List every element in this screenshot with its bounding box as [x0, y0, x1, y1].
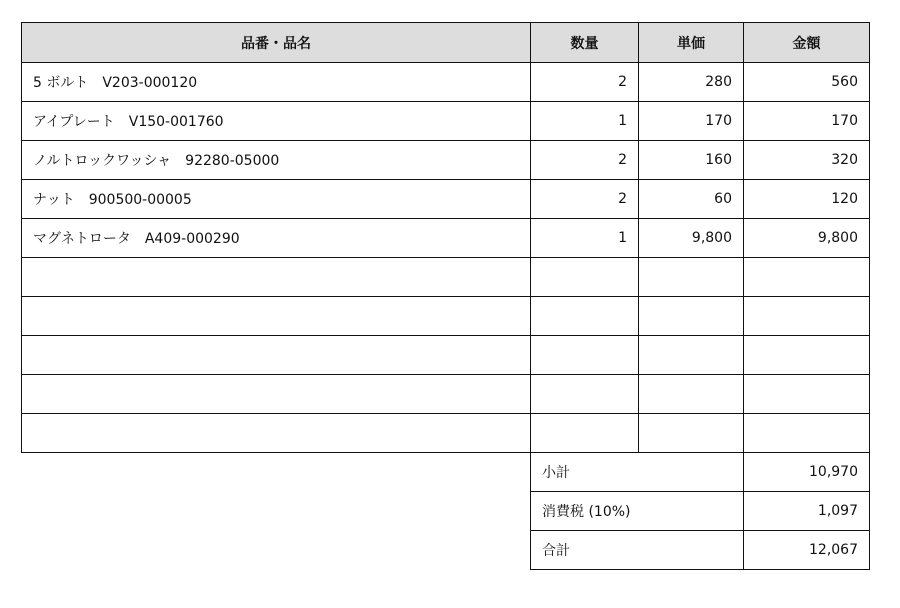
cell-unit-price [639, 258, 744, 297]
header-quantity: 数量 [531, 23, 639, 63]
total-label: 合計 [531, 531, 744, 570]
table-row [22, 63, 870, 102]
cell-amount [744, 258, 870, 297]
summary-blank-area [22, 453, 531, 492]
table-row-empty [22, 414, 870, 453]
header-product-name: 品番・品名 [22, 23, 531, 63]
cell-quantity [531, 297, 639, 336]
cell-unit-price [639, 297, 744, 336]
cell-unit-price: 9,800 [639, 219, 744, 258]
cell-product-name [22, 336, 531, 375]
table-row [22, 102, 870, 141]
cell-product-name [22, 258, 531, 297]
subtotal-label: 小計 [531, 453, 744, 492]
table-row-empty [22, 375, 870, 414]
cell-amount [744, 414, 870, 453]
cell-unit-price: 280 [639, 63, 744, 102]
summary-blank-area [22, 531, 531, 570]
cell-unit-price [639, 375, 744, 414]
table-row [22, 219, 870, 258]
cell-quantity [531, 336, 639, 375]
cell-quantity [531, 258, 639, 297]
cell-quantity [531, 414, 639, 453]
table-row [22, 180, 870, 219]
cell-product-name: アイプレート V150-001760 [22, 102, 531, 141]
cell-unit-price: 60 [639, 180, 744, 219]
tax-label: 消費税 (10%) [531, 492, 744, 531]
cell-quantity: 2 [531, 141, 639, 180]
tax-value: 1,097 [744, 492, 870, 531]
cell-unit-price: 160 [639, 141, 744, 180]
cell-amount [744, 375, 870, 414]
cell-product-name: マグネトロータ A409-000290 [22, 219, 531, 258]
cell-quantity: 1 [531, 219, 639, 258]
cell-product-name [22, 414, 531, 453]
cell-unit-price [639, 414, 744, 453]
header-amount: 金額 [744, 23, 870, 63]
cell-product-name: ナット 900500-00005 [22, 180, 531, 219]
cell-amount: 170 [744, 102, 870, 141]
cell-quantity: 2 [531, 63, 639, 102]
cell-amount: 320 [744, 141, 870, 180]
cell-unit-price: 170 [639, 102, 744, 141]
table-row [22, 141, 870, 180]
subtotal-value: 10,970 [744, 453, 870, 492]
table-header-row [22, 23, 870, 63]
cell-product-name: ノルトロックワッシャ 92280-05000 [22, 141, 531, 180]
subtotal-row [22, 453, 870, 492]
cell-product-name [22, 375, 531, 414]
cell-amount: 560 [744, 63, 870, 102]
cell-quantity [531, 375, 639, 414]
cell-amount [744, 297, 870, 336]
total-row [22, 531, 870, 570]
total-value: 12,067 [744, 531, 870, 570]
tax-row [22, 492, 870, 531]
table-row-empty [22, 297, 870, 336]
table-row-empty [22, 336, 870, 375]
cell-product-name: 5 ボルト V203-000120 [22, 63, 531, 102]
cell-amount: 9,800 [744, 219, 870, 258]
cell-product-name [22, 297, 531, 336]
cell-amount [744, 336, 870, 375]
cell-unit-price [639, 336, 744, 375]
table-row-empty [22, 258, 870, 297]
cell-quantity: 2 [531, 180, 639, 219]
cell-amount: 120 [744, 180, 870, 219]
invoice-table [21, 22, 870, 570]
header-unit-price: 単価 [639, 23, 744, 63]
summary-blank-area [22, 492, 531, 531]
cell-quantity: 1 [531, 102, 639, 141]
